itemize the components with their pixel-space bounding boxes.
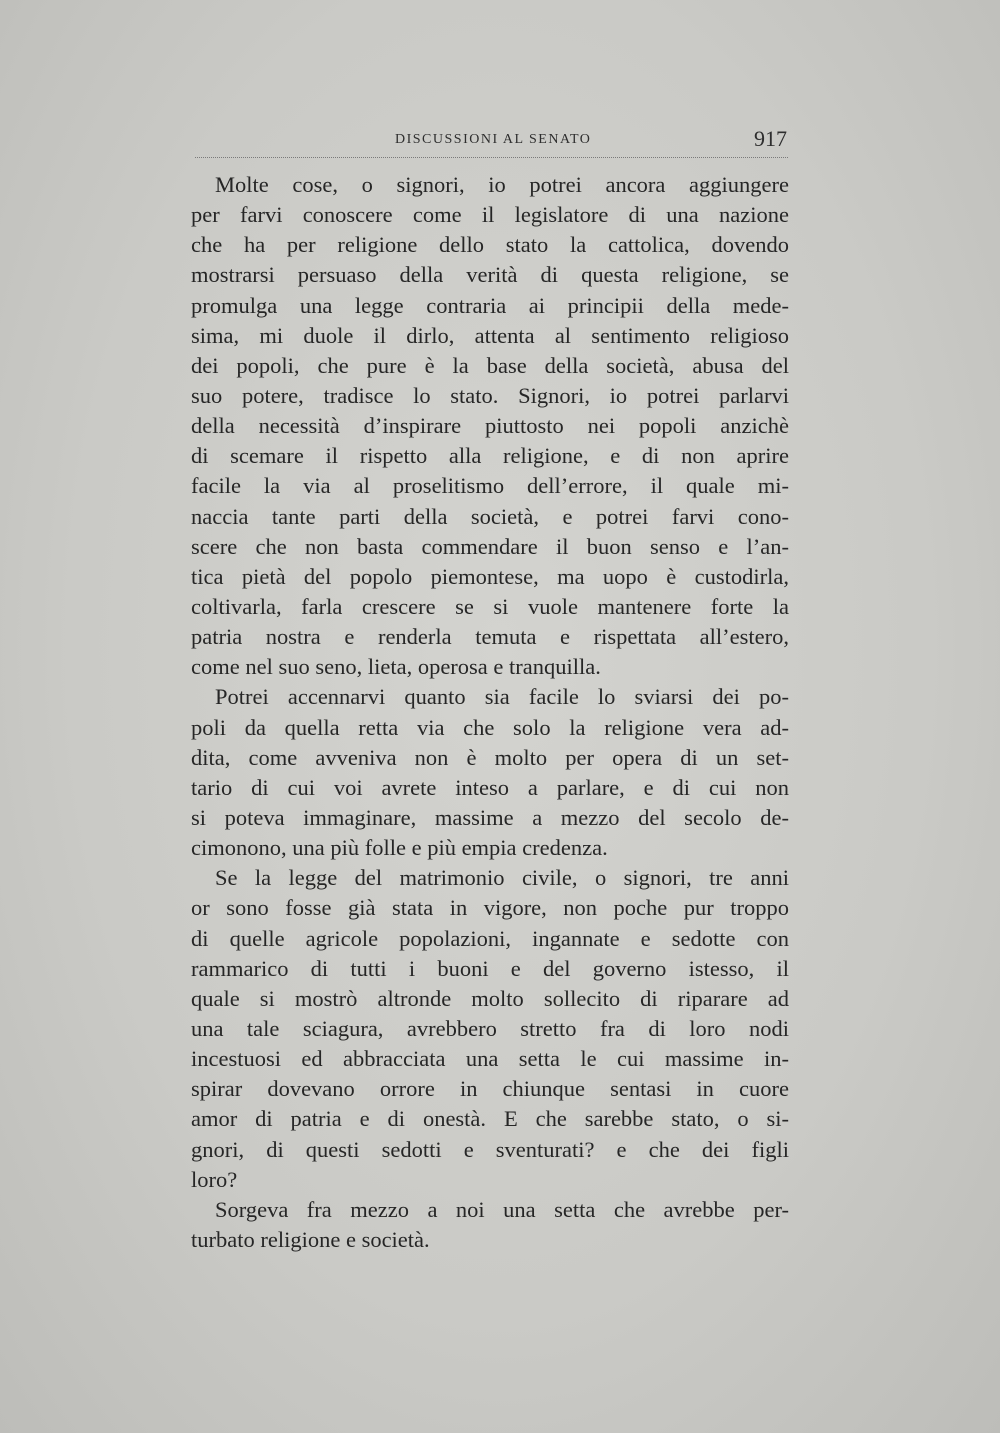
text-line: come nel suo seno, lieta, operosa e tranquilla. <box>191 654 601 680</box>
text-line: facile la via al proselitismo dell’errore, il quale mi- <box>191 473 789 499</box>
text-line: turbato religione e società. <box>191 1226 430 1252</box>
text-line: spirar dovevano orrore in chiunque sentasi in cuore <box>191 1076 789 1102</box>
text-line: dita, come avveniva non è molto per opera di un set- <box>191 744 789 770</box>
text-line: scere che non basta commendare il buon senso e l’an- <box>191 533 789 559</box>
text-line: promulga una legge contraria ai principii della mede- <box>191 292 789 318</box>
text-line: si poteva immaginare, massime a mezzo del secolo de- <box>191 804 789 830</box>
text-line: poli da quella retta via che solo la religione vera ad- <box>191 714 789 740</box>
text-line: per farvi conoscere come il legislatore di una nazione <box>191 202 789 228</box>
text-line: mostrarsi persuaso della verità di questa religione, se <box>191 262 789 288</box>
text-line: Sorgeva fra mezzo a noi una setta che avrebbe per- <box>215 1196 789 1222</box>
text-line: tica pietà del popolo piemontese, ma uopo è custodirla, <box>191 563 789 589</box>
text-line: gnori, di questi sedotti e sventurati? e che dei figli <box>191 1136 789 1162</box>
running-title: DISCUSSIONI AL SENATO <box>395 132 592 147</box>
text-line: loro? <box>191 1166 238 1192</box>
text-line: dei popoli, che pure è la base della società, abusa del <box>191 352 789 378</box>
running-head <box>195 128 795 154</box>
text-line: di quelle agricole popolazioni, ingannate e sedotte con <box>191 925 789 951</box>
text-line: quale si mostrò altronde molto sollecito di riparare ad <box>191 985 789 1011</box>
text-line: Molte cose, o signori, io potrei ancora aggiungere <box>215 172 789 197</box>
text-line: una tale sciagura, avrebbero stretto fra di loro nodi <box>191 1015 789 1041</box>
text-line: tario di cui voi avrete inteso a parlare, e di cui non <box>191 774 789 800</box>
text-line: amor di patria e di onestà. E che sarebbe stato, o si- <box>191 1106 789 1132</box>
text-line: che ha per religione dello stato la cattolica, dovendo <box>191 232 789 258</box>
text-line: rammarico di tutti i buoni e del governo istesso, il <box>191 955 789 981</box>
text-line: sima, mi duole il dirlo, attenta al sentimento religioso <box>191 322 789 348</box>
page-number: 917 <box>754 126 787 151</box>
text-line: di scemare il rispetto alla religione, e di non aprire <box>191 443 789 469</box>
text-line: Potrei accennarvi quanto sia facile lo sviarsi dei po- <box>215 684 789 710</box>
text-line: cimonono, una più folle e più empia credenza. <box>191 835 608 861</box>
text-line: coltivarla, farla crescere se si vuole mantenere forte la <box>191 593 789 619</box>
text-line: incestuosi ed abbracciata una setta le cui massime in- <box>191 1046 789 1072</box>
text-line: naccia tante parti della società, e potrei farvi cono- <box>191 503 789 529</box>
text-line: della necessità d’inspirare piuttosto nei popoli anzichè <box>191 413 789 439</box>
body-text <box>191 170 789 1255</box>
text-line: suo potere, tradisce lo stato. Signori, io potrei parlarvi <box>191 382 789 408</box>
text-line: Se la legge del matrimonio civile, o signori, tre anni <box>215 865 789 891</box>
text-line: or sono fosse già stata in vigore, non poche pur troppo <box>191 895 789 921</box>
header-rule <box>195 157 788 158</box>
text-line: patria nostra e renderla temuta e rispettata all’estero, <box>191 624 789 650</box>
